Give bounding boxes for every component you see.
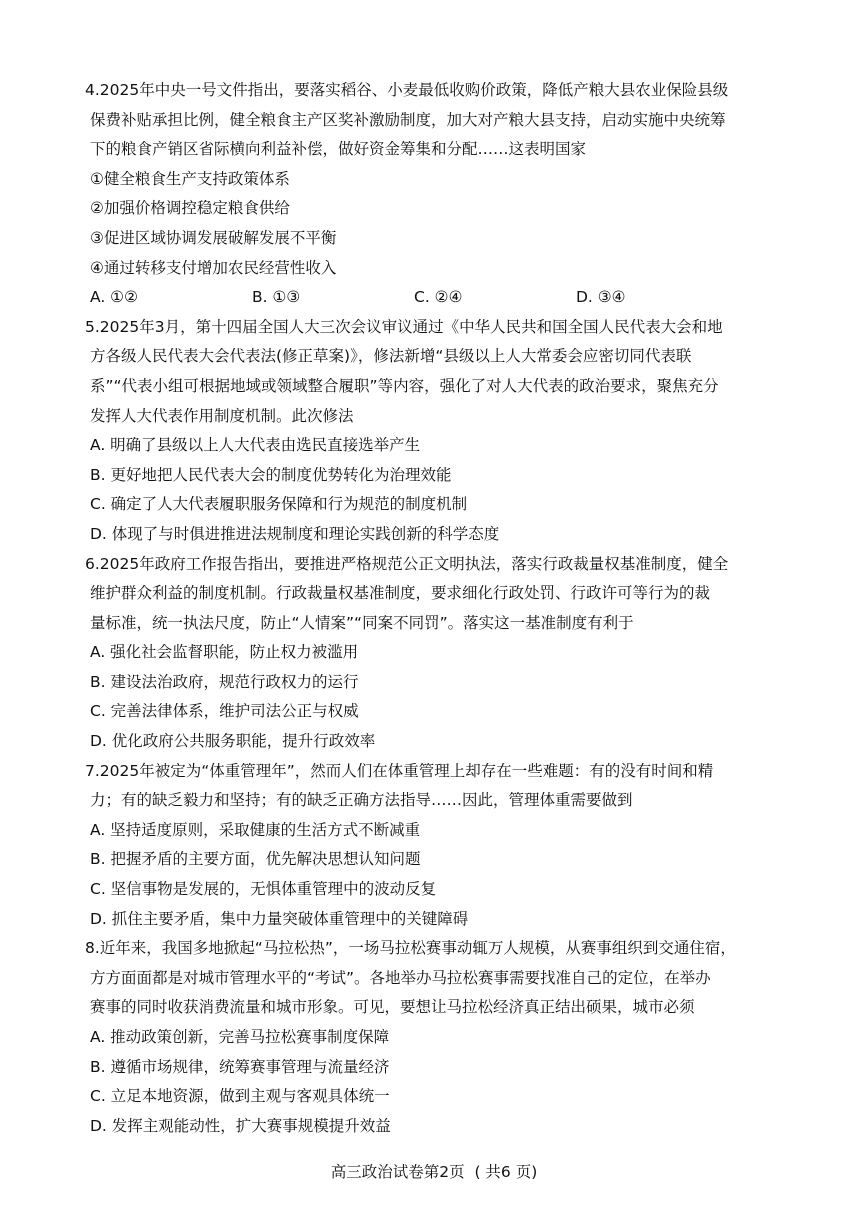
option-d: D. 体现了与时俱进推进法规制度和理论实践创新的科学态度 <box>90 524 500 543</box>
question-5-stem <box>85 313 820 431</box>
question-text-line: 6.2025年政府工作报告指出，要推进严格规范公正文明执法，落实行政裁量权基准制度，健全 <box>85 554 729 573</box>
option-a: A. 坚持适度原则，采取健康的生活方式不断减重 <box>90 820 421 839</box>
option-b: B. 把握矛盾的主要方面，优先解决思想认知问题 <box>90 850 421 869</box>
question-text-line: 发挥人大代表作用制度机制。此次修法 <box>90 406 354 425</box>
question-6-stem <box>85 550 820 639</box>
option-c: C. ②④ <box>414 288 463 307</box>
option-d: D. 发挥主观能动性，扩大赛事规模提升效益 <box>90 1116 391 1135</box>
question-6 <box>85 550 820 757</box>
option-b: B. 更好地把人民代表大会的制度优势转化为治理效能 <box>90 465 452 484</box>
question-8-stem <box>85 934 820 1023</box>
option-b: B. 建设法治政府，规范行政权力的运行 <box>90 672 359 691</box>
option-d: D. 优化政府公共服务职能，提升行政效率 <box>90 732 376 751</box>
question-text-line: 力；有的缺乏毅力和坚持；有的缺乏正确方法指导……因此，管理体重需要做到 <box>90 791 633 810</box>
question-text-line: 量标准，统一执法尺度，防止“人情案”“同案不同罚”。落实这一基准制度有利于 <box>90 613 634 632</box>
option-d: D. ③④ <box>576 288 626 307</box>
question-text-line: 维护群众利益的制度机制。行政裁量权基准制度，要求细化行政处罚、行政许可等行为的裁 <box>90 584 711 603</box>
option-a: A. 推动政策创新，完善马拉松赛事制度保障 <box>90 1028 390 1046</box>
question-text-line: 下的粮食产销区省际横向利益补偿，做好资金筹集和分配……这表明国家 <box>90 140 587 159</box>
question-text-line: 系”“代表小组可根据地域或领域整合履职”等内容，强化了对人大代表的政治要求，聚焦充分 <box>90 376 719 395</box>
question-4 <box>85 76 820 313</box>
question-text-line: 方各级人民代表大会代表法(修正草案)》，修法新增“县级以上人大常委会应密切同代表联 <box>90 347 692 366</box>
question-text-line: 5.2025年3月，第十四届全国人大三次会议审议通过《中华人民共和国全国人民代表大会和地 <box>85 317 723 336</box>
option-c: C. 立足本地资源，做到主观与客观具体统一 <box>90 1087 390 1106</box>
question-7 <box>85 757 820 935</box>
statement-1: ①健全粮食生产支持政策体系 <box>90 169 290 188</box>
statement-4: ④通过转移支付增加农民经营性收入 <box>90 258 337 277</box>
page-footer: 高三政治试卷第2页 ( 共6 页) <box>330 1163 538 1181</box>
question-text-line: 8.近年来，我国多地掀起“马拉松热”，一场马拉松赛事动辄万人规模，从赛事组织到交通住宿， <box>85 939 736 958</box>
question-4-options <box>90 283 820 313</box>
question-text-line: 4.2025年中央一号文件指出，要落实稻谷、小麦最低收购价政策，降低产粮大县农业保险县级 <box>85 81 729 99</box>
question-text-line: 7.2025年被定为“体重管理年”，然而人们在体重管理上却存在一些难题：有的没有时间和精 <box>85 761 714 780</box>
question-5 <box>85 313 820 550</box>
question-text-line: 赛事的同时收获消费流量和城市形象。可见，要想让马拉松经济真正结出硕果，城市必须 <box>90 998 695 1017</box>
option-a: A. 明确了县级以上人大代表由选民直接选举产生 <box>90 436 421 455</box>
question-text-line: 保费补贴承担比例，健全粮食主产区奖补激励制度，加大对产粮大县支持，启动实施中央统筹 <box>90 110 726 129</box>
statement-3: ③促进区域协调发展破解发展不平衡 <box>90 228 337 247</box>
option-d: D. 抓住主要矛盾，集中力量突破体重管理中的关键障碍 <box>90 909 469 928</box>
option-a: A. ①② <box>90 288 138 307</box>
question-text-line: 方方面面都是对城市管理水平的“考试”。各地举办马拉松赛事需要找准自己的定位，在举办 <box>90 968 711 987</box>
question-4-stem <box>85 76 820 165</box>
option-c: C. 确定了人大代表履职服务保障和行为规范的制度机制 <box>90 495 468 514</box>
option-a: A. 强化社会监督职能，防止权力被滥用 <box>90 643 359 662</box>
question-8 <box>85 934 820 1141</box>
statement-2: ②加强价格调控稳定粮食供给 <box>90 199 290 218</box>
option-b: B. ①③ <box>252 288 301 307</box>
option-b: B. 遵循市场规律，统筹赛事管理与流量经济 <box>90 1057 390 1076</box>
option-c: C. 完善法律体系，维护司法公正与权威 <box>90 702 359 721</box>
question-7-stem <box>85 757 820 816</box>
option-c: C. 坚信事物是发展的，无惧体重管理中的波动反复 <box>90 880 437 899</box>
